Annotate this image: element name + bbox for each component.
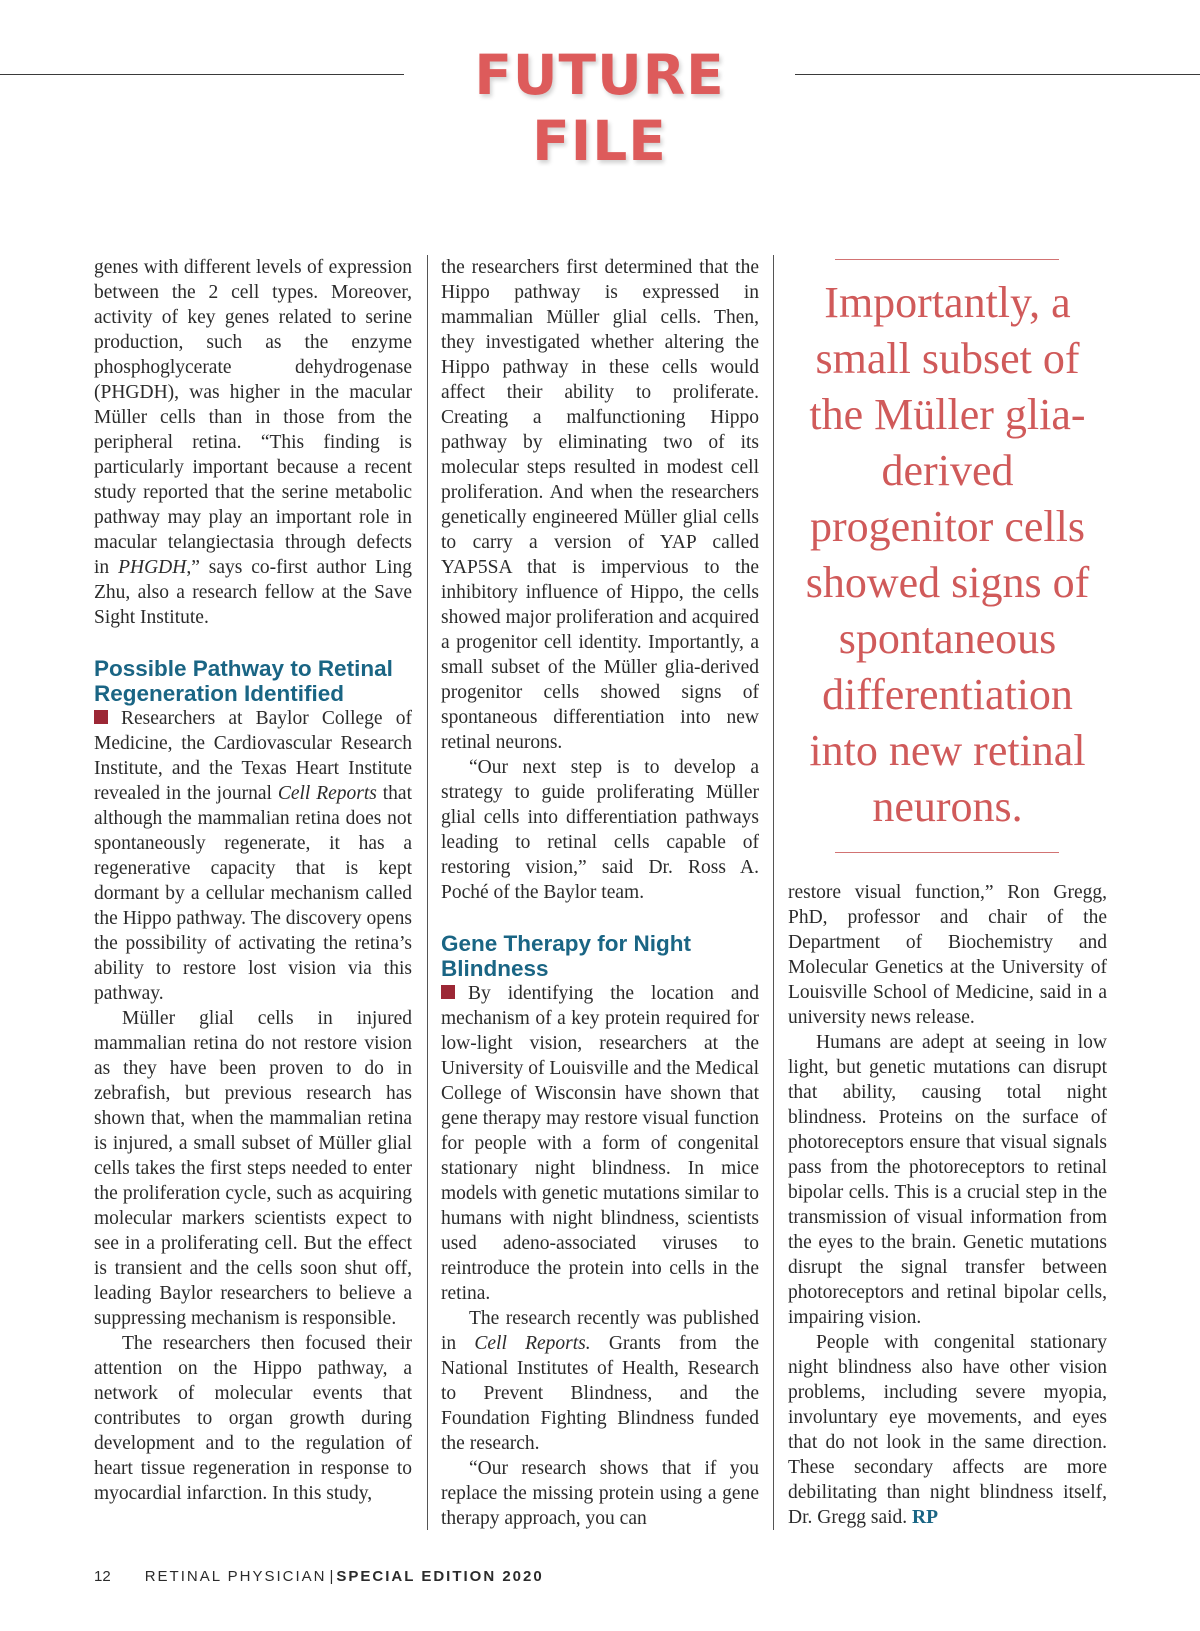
column-divider xyxy=(427,255,428,1530)
paragraph xyxy=(94,255,412,630)
paragraph: Humans are adept at seeing in low light, but genetic mutations can disrupt that ability, causing total night blindness. Proteins on the surface of photoreceptors ensure that visual signals pass from the photoreceptors to retinal bipolar cells. This is a crucial step in the transmission of visual information from the eyes to the brain. Genetic mutations disrupt the signal transfer between photoreceptors and retinal bipolar cells, impairing vision. xyxy=(788,1032,1107,1328)
header-rule-right xyxy=(795,74,1200,75)
pullquote-rule-bottom xyxy=(835,852,1059,853)
publication-name: RETINAL PHYSICIAN xyxy=(144,1568,327,1585)
paragraph-text: Grants from the National Institutes of Health, Research to Prevent Blindness, and the Foundation Fighting Blindness funded the research. xyxy=(441,1333,759,1454)
section-title: FUTURE FILE xyxy=(474,43,725,173)
text-column-3 xyxy=(788,880,1107,1530)
paragraph: “Our next step is to develop a strategy to guide proliferating Müller glial cells into differentiation pathways leading to retinal cells capable of restoring vision,” said Dr. Ross A. Poché of the Baylor team. xyxy=(441,757,759,903)
paragraph xyxy=(94,706,412,1006)
edition-label: SPECIAL EDITION 2020 xyxy=(336,1568,544,1585)
header-rule-left xyxy=(0,74,404,75)
text-column-2 xyxy=(441,255,759,1531)
article-heading: Possible Pathway to Retinal Regeneration Identified xyxy=(94,656,393,706)
page-number: 12 xyxy=(94,1568,111,1585)
paragraph-text: ,” says co-first author Ling Zhu, also a research fellow at the Save Sight Institute. xyxy=(94,557,412,628)
paragraph xyxy=(441,1306,759,1456)
paragraph-text: People with congenital stationary night blindness also have other vision problems, including severe myopia, involuntary eye movements, and eyes that do not look in the same direction. These secondary affects are more debilitating than night blindness itself, Dr. Gregg said. xyxy=(788,1332,1107,1528)
paragraph xyxy=(788,1330,1107,1530)
bullet-square-icon xyxy=(94,710,108,724)
text-column-1 xyxy=(94,255,412,1506)
paragraph: Müller glial cells in injured mammalian retina do not restore vision as they have been proven to do in zebrafish, but previous research has shown that, when the mammalian retina is injured, a small subset of Müller glial cells takes the first steps needed to enter the proliferation cycle, such as acquiring molecular markers scientists expect to see in a proliferating cell. But the effect is transient and the cells soon shut off, leading Baylor researchers to believe a suppressing mechanism is responsible. xyxy=(94,1008,412,1329)
journal-name: Cell Reports. xyxy=(474,1333,591,1354)
paragraph-text: that although the mammalian retina does not spontaneously regenerate, it has a regenerative capacity that is kept dormant by a cellular mechanism called the Hippo pathway. The discovery opens the possibility of activating the retina’s ability to restore lost vision via this pathway. xyxy=(94,783,412,1004)
article-heading: Gene Therapy for Night Blindness xyxy=(441,931,692,981)
paragraph-text: The research recently was published in xyxy=(441,1308,759,1354)
paragraph: The researchers then focused their attention on the Hippo pathway, a network of molecular events that contributes to organ growth during development and to the regulation of heart tissue regeneration in response to myocardial infarction. In this study, xyxy=(94,1333,412,1504)
column-divider xyxy=(773,255,774,1530)
footer-separator: | xyxy=(329,1568,334,1585)
paragraph: “Our research shows that if you replace the missing protein using a gene therapy approach, you can xyxy=(441,1458,759,1529)
paragraph-text: By identifying the location and mechanism of a key protein required for low-light vision, researchers at the University of Louisville and the Medical College of Wisconsin have shown that gene therapy may restore visual function for people with a form of congenital stationary night blindness. In mice models with genetic mutations similar to humans with night blindness, scientists used adeno-associated viruses to reintroduce the protein into cells in the retina. xyxy=(441,983,759,1304)
end-mark: RP xyxy=(912,1507,939,1528)
bullet-square-icon xyxy=(441,985,455,999)
paragraph: restore visual function,” Ron Gregg, PhD, professor and chair of the Department of Biochemistry and Molecular Genetics at the University of Louisville School of Medicine, said in a university news release. xyxy=(788,882,1107,1028)
paragraph: the researchers first determined that the Hippo pathway is expressed in mammalian Müller glial cells. Then, they investigated whether altering the Hippo pathway in these cells would affect their ability to proliferate. Creating a malfunctioning Hippo pathway by eliminating two of its molecular steps resulted in modest cell proliferation. And when the researchers genetically engineered Müller glial cells to carry a version of YAP called YAP5SA that is impervious to the inhibitory influence of Hippo, the cells showed major proliferation and acquired a progenitor cell identity. Importantly, a small subset of the Müller glia-derived progenitor cells showed signs of spontaneous differentiation into new retinal neurons. xyxy=(441,257,759,753)
paragraph xyxy=(441,981,759,1306)
pullquote: Importantly, a small subset of the Müller glia-derived progenitor cells showed signs of spontaneous differentiation into new retinal neurons. xyxy=(805,278,1090,831)
gene-name: PHGDH xyxy=(118,557,187,578)
page-footer xyxy=(94,1568,544,1585)
pullquote-rule-top xyxy=(835,259,1059,260)
journal-name: Cell Reports xyxy=(277,783,377,804)
paragraph-text: Researchers at Baylor College of Medicine, the Cardiovascular Research Institute, and the Texas Heart Institute revealed in the journal xyxy=(94,708,412,804)
paragraph-text: genes with different levels of expression between the 2 cell types. Moreover, activity of key genes related to serine production, such as the enzyme phosphoglycerate dehydrogenase (PHGDH), was higher in the macular Müller cells than in those from the peripheral retina. “This finding is particularly important because a recent study reported that the serine metabolic pathway may play an important role in macular telangiectasia through defects in xyxy=(94,257,412,578)
